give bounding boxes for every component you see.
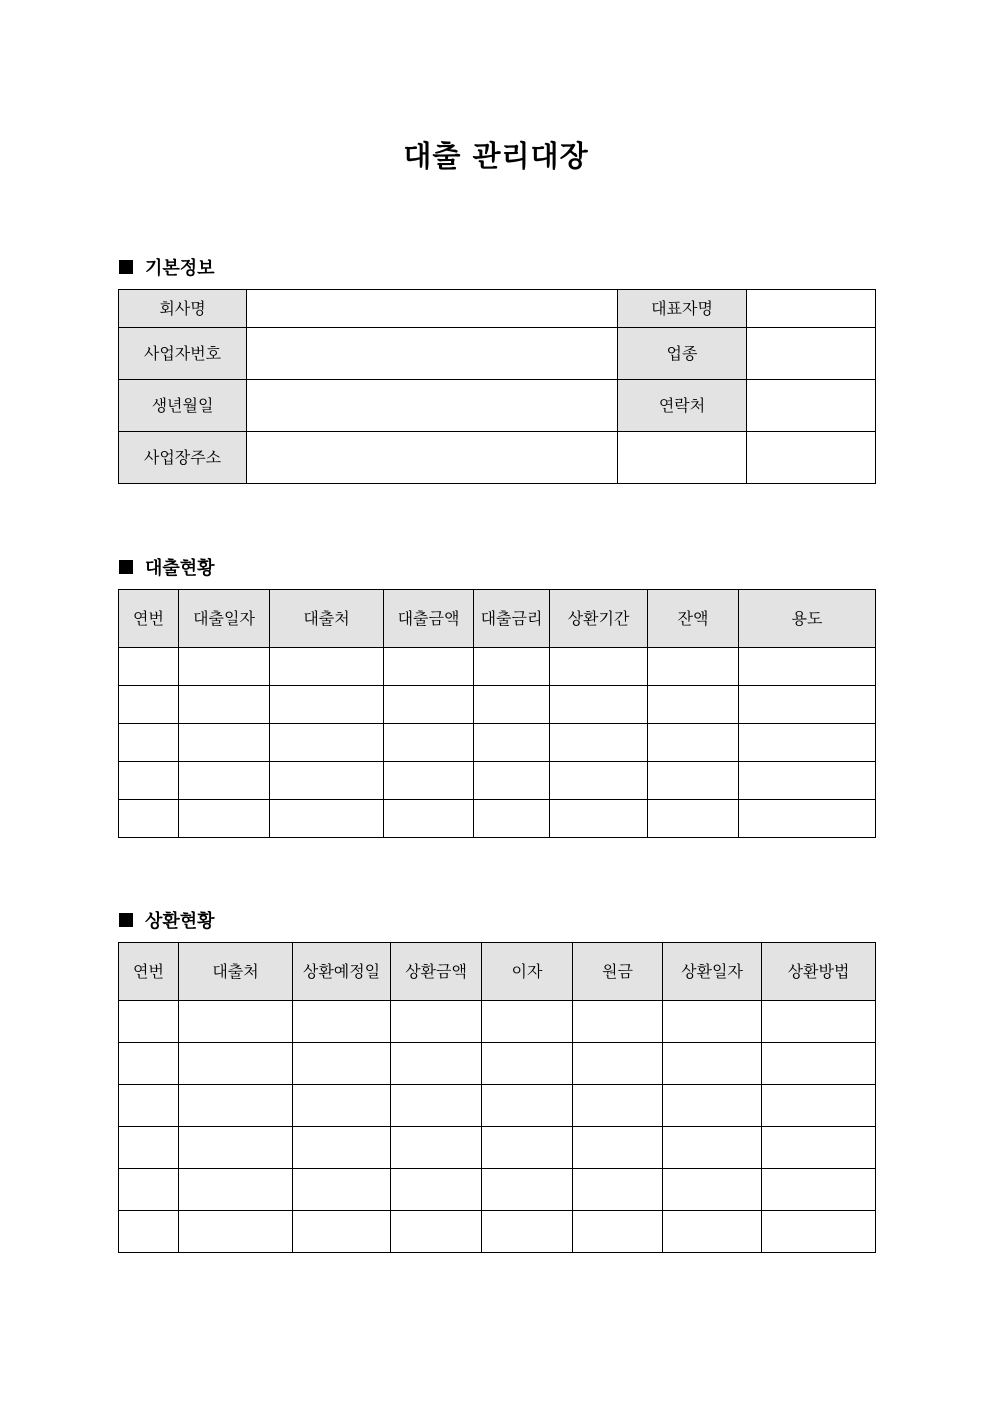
square-bullet-icon xyxy=(119,560,133,574)
table-cell[interactable] xyxy=(119,1127,179,1169)
table-cell[interactable] xyxy=(474,724,550,762)
table-cell[interactable] xyxy=(270,762,384,800)
table-cell[interactable] xyxy=(293,1169,391,1211)
label-industry: 업종 xyxy=(618,328,747,380)
table-cell[interactable] xyxy=(119,1043,179,1085)
table-cell[interactable] xyxy=(482,1169,573,1211)
birth-date-field[interactable] xyxy=(247,380,618,432)
table-cell[interactable] xyxy=(293,1043,391,1085)
table-cell[interactable] xyxy=(270,648,384,686)
table-cell[interactable] xyxy=(293,1085,391,1127)
table-cell[interactable] xyxy=(573,1211,663,1253)
table-cell[interactable] xyxy=(573,1085,663,1127)
table-cell[interactable] xyxy=(762,1085,876,1127)
column-header: 상환예정일 xyxy=(293,943,391,1001)
table-cell[interactable] xyxy=(762,1001,876,1043)
column-header: 대출일자 xyxy=(179,590,270,648)
column-header: 대출금액 xyxy=(384,590,474,648)
table-cell[interactable] xyxy=(648,762,739,800)
table-cell[interactable] xyxy=(270,724,384,762)
section-heading-label: 대출현황 xyxy=(145,558,215,579)
table-row xyxy=(119,1169,876,1211)
blank-cell[interactable] xyxy=(618,432,747,484)
table-cell[interactable] xyxy=(663,1211,762,1253)
table-cell[interactable] xyxy=(119,762,179,800)
table-cell[interactable] xyxy=(573,1043,663,1085)
table-cell[interactable] xyxy=(648,648,739,686)
label-address: 사업장주소 xyxy=(119,432,247,484)
column-header: 연번 xyxy=(119,590,179,648)
table-cell[interactable] xyxy=(391,1085,482,1127)
square-bullet-icon xyxy=(119,260,133,274)
table-cell[interactable] xyxy=(550,648,648,686)
loan-status-table xyxy=(118,589,876,838)
table-cell[interactable] xyxy=(482,1043,573,1085)
table-cell[interactable] xyxy=(270,800,384,838)
label-business-number: 사업자번호 xyxy=(119,328,247,380)
section-heading-loan-status xyxy=(119,554,215,580)
table-cell[interactable] xyxy=(293,1127,391,1169)
table-cell[interactable] xyxy=(663,1043,762,1085)
table-cell[interactable] xyxy=(663,1085,762,1127)
table-cell[interactable] xyxy=(179,800,270,838)
table-cell[interactable] xyxy=(573,1169,663,1211)
column-header: 상환금액 xyxy=(391,943,482,1001)
table-cell[interactable] xyxy=(550,724,648,762)
table-cell[interactable] xyxy=(119,686,179,724)
table-cell[interactable] xyxy=(179,1211,293,1253)
table-cell[interactable] xyxy=(119,800,179,838)
table-row xyxy=(119,1211,876,1253)
table-row xyxy=(119,1043,876,1085)
table-cell[interactable] xyxy=(663,1169,762,1211)
label-company: 회사명 xyxy=(119,290,247,328)
table-cell[interactable] xyxy=(270,686,384,724)
table-cell[interactable] xyxy=(482,1211,573,1253)
table-cell[interactable] xyxy=(384,648,474,686)
table-cell[interactable] xyxy=(762,1211,876,1253)
basic-info-row xyxy=(119,380,876,432)
table-cell[interactable] xyxy=(384,762,474,800)
address-field[interactable] xyxy=(247,432,618,484)
table-row xyxy=(119,1001,876,1043)
table-cell[interactable] xyxy=(179,1043,293,1085)
repayment-status-table xyxy=(118,942,876,1253)
column-header: 잔액 xyxy=(648,590,739,648)
table-header-row xyxy=(119,590,876,648)
table-row xyxy=(119,762,876,800)
section-heading-basic-info xyxy=(119,254,215,280)
table-cell[interactable] xyxy=(739,762,876,800)
column-header: 대출처 xyxy=(270,590,384,648)
table-cell[interactable] xyxy=(550,686,648,724)
table-cell[interactable] xyxy=(119,1001,179,1043)
table-row xyxy=(119,648,876,686)
table-row xyxy=(119,1085,876,1127)
table-header-row xyxy=(119,943,876,1001)
table-cell[interactable] xyxy=(179,1127,293,1169)
table-cell[interactable] xyxy=(391,1211,482,1253)
section-heading-label: 상환현황 xyxy=(145,911,215,932)
table-cell[interactable] xyxy=(384,724,474,762)
table-cell[interactable] xyxy=(663,1127,762,1169)
table-cell[interactable] xyxy=(179,648,270,686)
table-cell[interactable] xyxy=(648,686,739,724)
column-header: 상환기간 xyxy=(550,590,648,648)
table-cell[interactable] xyxy=(739,686,876,724)
label-contact: 연락처 xyxy=(618,380,747,432)
table-cell[interactable] xyxy=(391,1127,482,1169)
table-cell[interactable] xyxy=(739,724,876,762)
table-cell[interactable] xyxy=(384,800,474,838)
table-cell[interactable] xyxy=(762,1169,876,1211)
table-cell[interactable] xyxy=(179,724,270,762)
table-cell[interactable] xyxy=(474,800,550,838)
column-header: 원금 xyxy=(573,943,663,1001)
table-cell[interactable] xyxy=(474,648,550,686)
table-cell[interactable] xyxy=(663,1001,762,1043)
table-cell[interactable] xyxy=(482,1127,573,1169)
label-representative: 대표자명 xyxy=(618,290,747,328)
basic-info-row xyxy=(119,432,876,484)
table-cell[interactable] xyxy=(384,686,474,724)
table-cell[interactable] xyxy=(762,1127,876,1169)
column-header: 상환일자 xyxy=(663,943,762,1001)
table-row xyxy=(119,1127,876,1169)
table-cell[interactable] xyxy=(648,724,739,762)
table-row xyxy=(119,724,876,762)
table-cell[interactable] xyxy=(119,1085,179,1127)
contact-field[interactable] xyxy=(747,380,876,432)
business-number-field[interactable] xyxy=(247,328,618,380)
basic-info-row xyxy=(119,328,876,380)
table-row xyxy=(119,686,876,724)
table-cell[interactable] xyxy=(119,1169,179,1211)
table-cell[interactable] xyxy=(391,1169,482,1211)
table-cell[interactable] xyxy=(762,1043,876,1085)
table-cell[interactable] xyxy=(648,800,739,838)
column-header: 대출금리 xyxy=(474,590,550,648)
table-cell[interactable] xyxy=(482,1001,573,1043)
table-cell[interactable] xyxy=(293,1001,391,1043)
table-cell[interactable] xyxy=(573,1001,663,1043)
table-cell[interactable] xyxy=(739,648,876,686)
table-cell[interactable] xyxy=(550,762,648,800)
table-cell[interactable] xyxy=(179,1169,293,1211)
section-heading-label: 기본정보 xyxy=(145,258,215,279)
label-birth-date: 생년월일 xyxy=(119,380,247,432)
table-cell[interactable] xyxy=(474,686,550,724)
table-cell[interactable] xyxy=(119,648,179,686)
representative-field[interactable] xyxy=(747,290,876,328)
company-field[interactable] xyxy=(247,290,618,328)
table-cell[interactable] xyxy=(179,686,270,724)
table-cell[interactable] xyxy=(179,1085,293,1127)
table-cell[interactable] xyxy=(474,762,550,800)
column-header: 대출처 xyxy=(179,943,293,1001)
column-header: 상환방법 xyxy=(762,943,876,1001)
section-heading-repayment-status xyxy=(119,907,215,933)
table-cell[interactable] xyxy=(293,1211,391,1253)
industry-field[interactable] xyxy=(747,328,876,380)
table-cell[interactable] xyxy=(550,800,648,838)
column-header: 연번 xyxy=(119,943,179,1001)
blank-cell[interactable] xyxy=(747,432,876,484)
document-title: 대출 관리대장 xyxy=(403,139,589,173)
table-cell[interactable] xyxy=(482,1085,573,1127)
table-cell[interactable] xyxy=(119,1211,179,1253)
basic-info-row xyxy=(119,290,876,328)
table-row xyxy=(119,800,876,838)
table-cell[interactable] xyxy=(739,800,876,838)
column-header: 용도 xyxy=(739,590,876,648)
table-cell[interactable] xyxy=(179,762,270,800)
table-cell[interactable] xyxy=(391,1001,482,1043)
table-cell[interactable] xyxy=(119,724,179,762)
table-cell[interactable] xyxy=(179,1001,293,1043)
column-header: 이자 xyxy=(482,943,573,1001)
table-cell[interactable] xyxy=(391,1043,482,1085)
square-bullet-icon xyxy=(119,913,133,927)
basic-info-table xyxy=(118,289,876,484)
table-cell[interactable] xyxy=(573,1127,663,1169)
